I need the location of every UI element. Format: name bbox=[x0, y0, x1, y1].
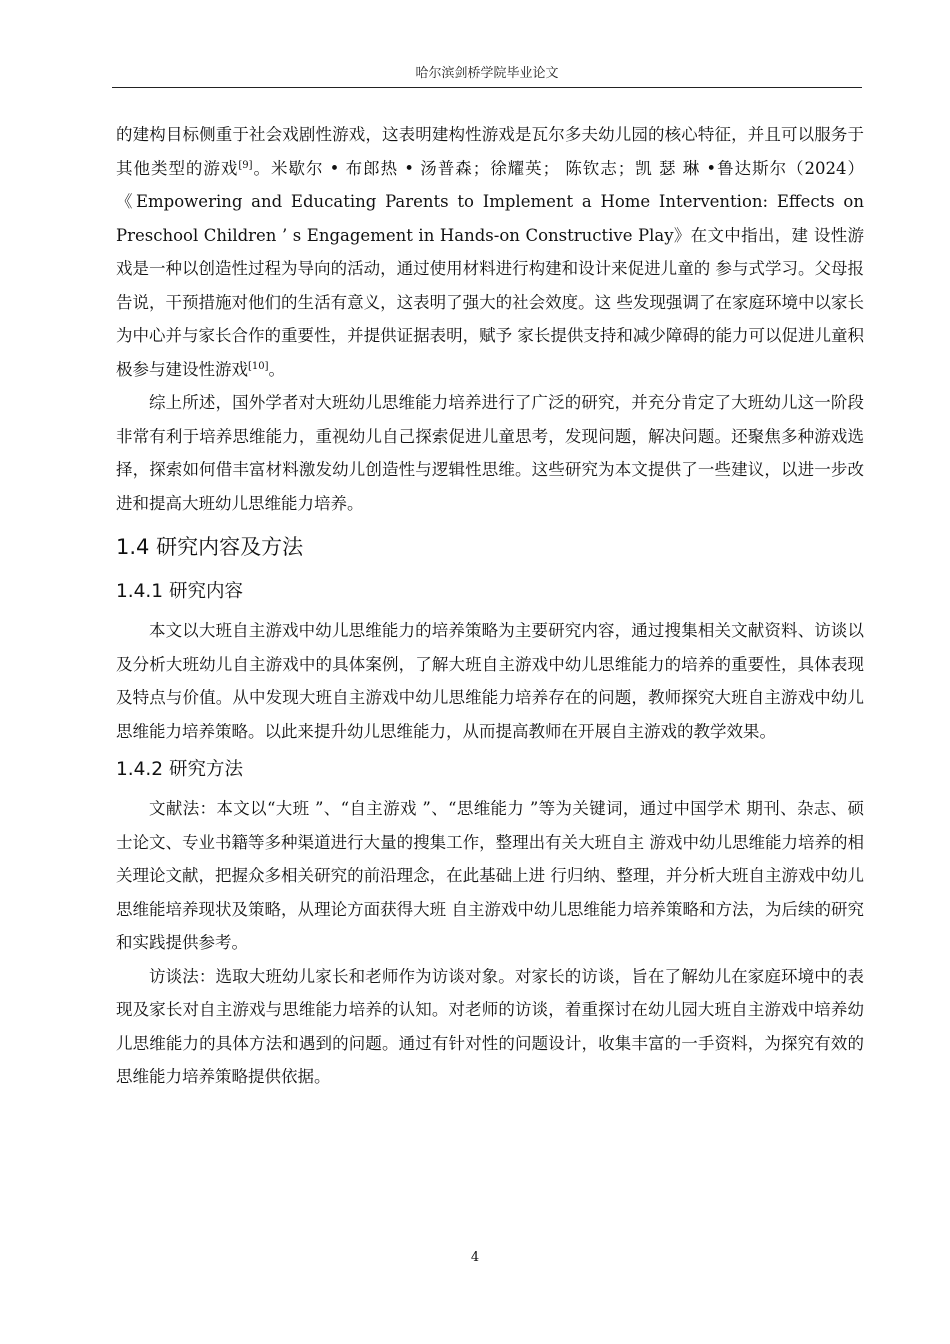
paragraph-research-content: 本文以大班自主游戏中幼儿思维能力的培养策略为主要研究内容，通过搜集相关文献资料、访谈以及分析大班幼儿自主游戏中的具体案例，了解大班自主游戏中幼儿思维能力的培养的重要性，具体表现及特点与价值。从中发现大班自主游戏中幼儿思维能力培养存在的问题，教师探究大班自主游戏中幼儿思维能力培养策略。以此来提升幼儿思维能力，从而提高教师在开展自主游戏的教学效果。 bbox=[116, 621, 864, 741]
paragraph-text: 的建构目标侧重于社会戏剧性游戏，这表明建构性游戏是瓦尔多夫幼儿园的核心特征，并且可以服务于其他类型的游戏 bbox=[116, 125, 864, 178]
paragraph-interview-method: 访谈法：选取大班幼儿家长和老师作为访谈对象。对家长的访谈，旨在了解幼儿在家庭环境中的表现及家长对自主游戏与思维能力培养的认知。对老师的访谈，着重探讨在幼儿园大班自主游戏中培养幼儿思维能力的具体方法和遇到的问题。通过有针对性的问题设计，收集丰富的一手资料，为探究有效的思维能力培养策略提供依据。 bbox=[116, 966, 864, 1086]
subsection-heading-1-4-1: 1.4.1 研究内容 bbox=[116, 581, 243, 602]
paragraph-constructive-play bbox=[116, 118, 864, 386]
section-heading-1-4: 1.4 研究内容及方法 bbox=[116, 535, 304, 559]
header-rule bbox=[112, 87, 862, 88]
citation-10: [10] bbox=[248, 360, 269, 372]
page-body bbox=[116, 118, 864, 1094]
citation-9: [9] bbox=[238, 159, 253, 171]
running-header: 哈尔滨剑桥学院毕业论文 bbox=[415, 66, 559, 81]
paragraph-summary: 综上所述，国外学者对大班幼儿思维能力培养进行了广泛的研究，并充分肯定了大班幼儿这一阶段非常有利于培养思维能力，重视幼儿自己探索促进儿童思考，发现问题，解决问题。还聚焦多种游戏选择，探索如何借丰富材料激发幼儿创造性与逻辑性思维。这些研究为本文提供了一些建议，以进一步改进和提高大班幼儿思维能力培养。 bbox=[116, 393, 864, 513]
paragraph-end: 。 bbox=[268, 359, 286, 379]
paragraph-text-continued: 。米歇尔 • 布郎热 • 汤普森；徐耀英； 陈钦志；凯 瑟 琳 •鲁达斯尔（2024）《Empowering and Educating Parents to Implement a Home Intervention: Effects on Preschool Children ’ s Engagement in Hands-on Constructive Play》在文中指出，建 设性游戏是一种以创造性过程为导向的活动，通过使用材料进行构建和设计来促进儿童的 参与式学习。父母报告说，干预措施对他们的生活有意义，这表明了强大的社会效度。这 些发现强调了在家庭环境中以家长为中心并与家长合作的重要性，并提供证据表明，赋予 家长提供支持和减少障碍的能力可以促进儿童积极参与建设性游戏 bbox=[116, 158, 864, 379]
paragraph-literature-method: 文献法：本文以“大班 ”、“自主游戏 ”、“思维能力 ”等为关键词，通过中国学术 期刊、杂志、硕士论文、专业书籍等多种渠道进行大量的搜集工作，整理出有关大班自主 游戏中幼儿思维能力培养的相关理论文献，把握众多相关研究的前沿理念，在此基础上进 行归纳、整理，并分析大班自主游戏中幼儿思维能培养现状及策略，从理论方面获得大班 自主游戏中幼儿思维能力培养策略和方法，为后续的研究和实践提供参考。 bbox=[116, 799, 864, 952]
page-number: 4 bbox=[470, 1250, 480, 1265]
subsection-heading-1-4-2: 1.4.2 研究方法 bbox=[116, 759, 243, 780]
